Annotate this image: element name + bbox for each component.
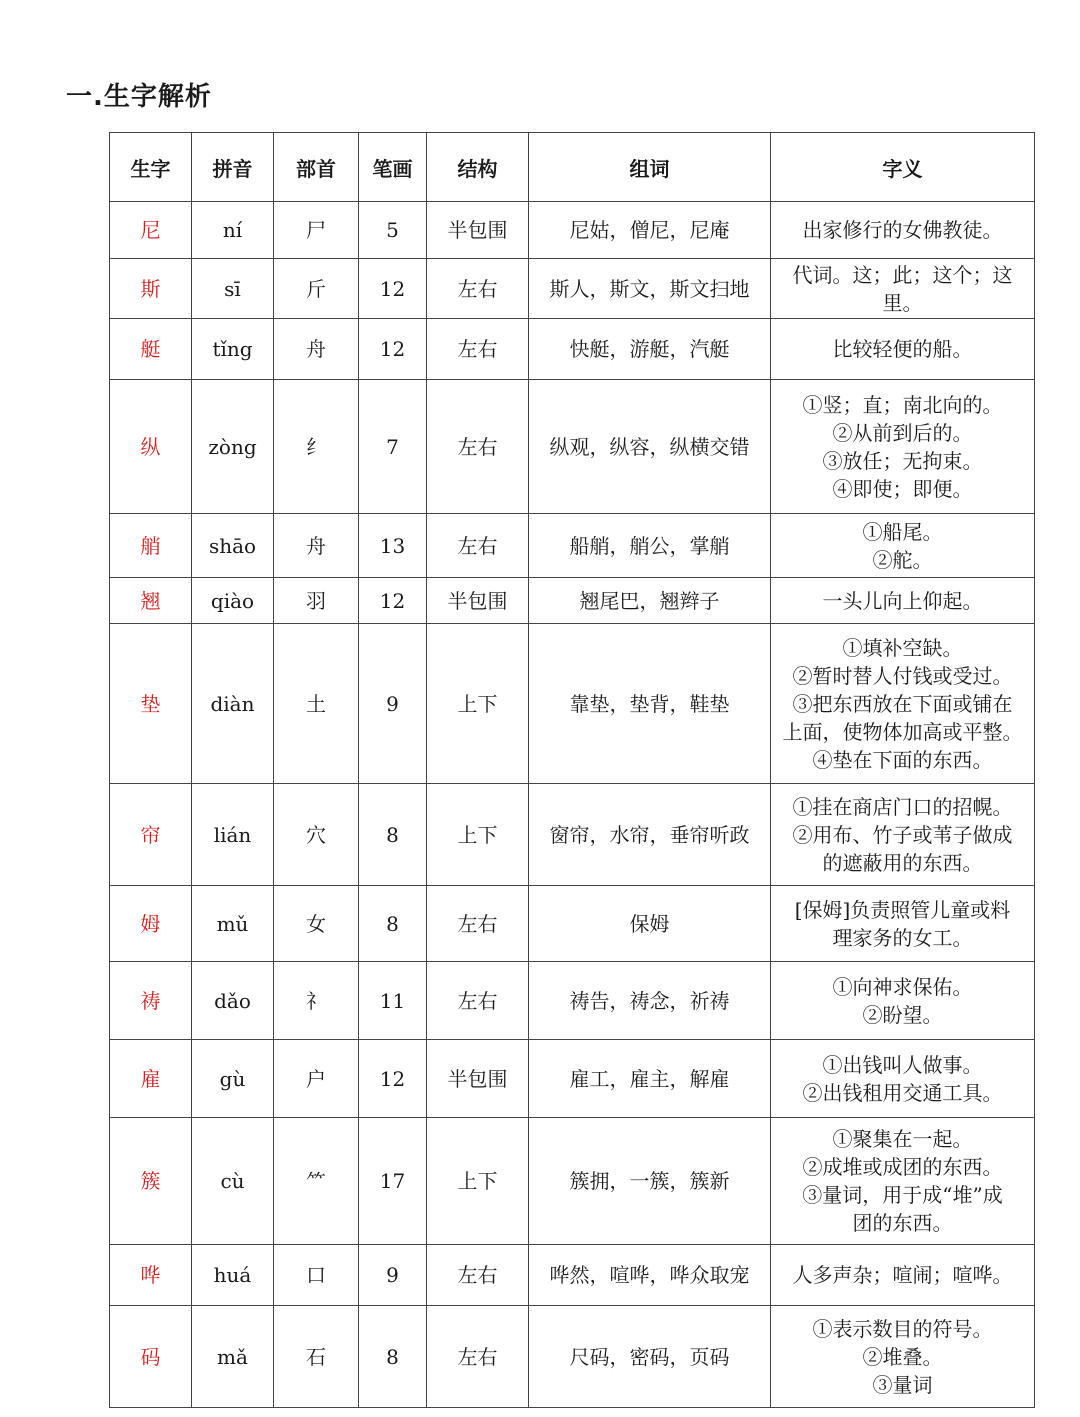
meaning-line: ②成堆或成团的东西。 [802, 1155, 1003, 1179]
table-row [110, 380, 1035, 514]
table-row [110, 259, 1035, 319]
words-cell: 尼姑，僧尼，尼庵 [529, 202, 771, 259]
radical-cell: 舟 [274, 514, 359, 578]
radical-cell: 口 [274, 1245, 359, 1306]
meaning-line: ②舵。 [872, 547, 933, 572]
words-cell: 斯人，斯文，斯文扫地 [529, 259, 771, 319]
char-cell: 斯 [110, 259, 192, 319]
meaning-line: ③量词，用于成“堆”成 [802, 1183, 1003, 1207]
meaning-line: 上面，使物体加高或平整。 [782, 719, 1023, 744]
meaning-line: 一头儿向上仰起。 [822, 588, 983, 613]
meaning-line: ①向神求保佑。 [832, 974, 973, 999]
strokes-cell: 17 [359, 1118, 427, 1245]
vocabulary-table [109, 132, 1035, 1408]
radical-cell: 羽 [274, 578, 359, 624]
table-row [110, 1040, 1035, 1118]
words-cell: 雇工，雇主，解雇 [529, 1040, 771, 1118]
strokes-cell: 12 [359, 578, 427, 624]
char-cell: 帘 [110, 784, 192, 886]
radical-cell: 礻 [274, 962, 359, 1040]
meaning-cell [771, 1118, 1035, 1245]
pinyin-cell: zòng [192, 380, 274, 514]
radical-cell: 女 [274, 886, 359, 962]
meaning-cell [771, 1040, 1035, 1118]
structure-cell: 半包围 [427, 578, 529, 624]
structure-cell: 左右 [427, 1245, 529, 1306]
table-header-row [110, 133, 1035, 202]
strokes-cell: 9 [359, 624, 427, 784]
meaning-cell [771, 784, 1035, 886]
radical-cell: 土 [274, 624, 359, 784]
words-cell: 簇拥，一簇，簇新 [529, 1118, 771, 1245]
structure-cell: 半包围 [427, 1040, 529, 1118]
words-cell: 靠垫，垫背，鞋垫 [529, 624, 771, 784]
header-meaning: 字义 [771, 133, 1035, 202]
meaning-cell [771, 624, 1035, 784]
meaning-line: ②堆叠。 [862, 1344, 943, 1369]
pinyin-cell: tǐng [192, 319, 274, 380]
meaning-line: 的遮蔽用的东西。 [822, 850, 983, 875]
pinyin-cell: shāo [192, 514, 274, 578]
strokes-cell: 12 [359, 319, 427, 380]
char-cell: 哗 [110, 1245, 192, 1306]
structure-cell: 左右 [427, 514, 529, 578]
char-cell: 纵 [110, 380, 192, 514]
radical-cell: ⺮ [274, 1118, 359, 1245]
meaning-line: ①表示数目的符号。 [812, 1316, 993, 1341]
header-strokes: 笔画 [359, 133, 427, 202]
meaning-line: ③量词 [872, 1372, 933, 1397]
strokes-cell: 5 [359, 202, 427, 259]
words-cell: 快艇，游艇，汽艇 [529, 319, 771, 380]
strokes-cell: 12 [359, 1040, 427, 1118]
meaning-cell [771, 1245, 1035, 1306]
meaning-line: [保姆]负责照管儿童或料 [794, 897, 1011, 922]
strokes-cell: 8 [359, 1306, 427, 1408]
meaning-line: 团的东西。 [852, 1211, 953, 1235]
meaning-line: 人多声杂；喧闹；喧哗。 [792, 1263, 1013, 1287]
meaning-line: 比较轻便的船。 [832, 337, 973, 361]
meaning-line: ③放任；无拘束。 [822, 448, 983, 473]
meaning-cell [771, 962, 1035, 1040]
header-words: 组词 [529, 133, 771, 202]
radical-cell: 户 [274, 1040, 359, 1118]
table-row [110, 1245, 1035, 1306]
header-pinyin: 拼音 [192, 133, 274, 202]
table-body [110, 202, 1035, 1408]
strokes-cell: 8 [359, 784, 427, 886]
meaning-line: 出家修行的女佛教徒。 [802, 218, 1003, 242]
words-cell: 祷告，祷念，祈祷 [529, 962, 771, 1040]
char-cell: 姆 [110, 886, 192, 962]
header-char: 生字 [110, 133, 192, 202]
meaning-line: ①船尾。 [862, 519, 943, 544]
table-row [110, 1306, 1035, 1408]
meaning-cell [771, 1306, 1035, 1408]
meaning-cell [771, 259, 1035, 319]
pinyin-cell: sī [192, 259, 274, 319]
strokes-cell: 12 [359, 259, 427, 319]
strokes-cell: 8 [359, 886, 427, 962]
structure-cell: 左右 [427, 962, 529, 1040]
meaning-line: ②暂时替人付钱或受过。 [792, 663, 1013, 688]
meaning-line: ④即使；即便。 [832, 476, 973, 501]
meaning-line: ②出钱租用交通工具。 [802, 1080, 1003, 1105]
meaning-line: ①竖；直；南北向的。 [802, 392, 1003, 417]
table-row [110, 319, 1035, 380]
meaning-cell [771, 202, 1035, 259]
header-radical: 部首 [274, 133, 359, 202]
pinyin-cell: gù [192, 1040, 274, 1118]
radical-cell: 尸 [274, 202, 359, 259]
char-cell: 簇 [110, 1118, 192, 1245]
radical-cell: 斤 [274, 259, 359, 319]
meaning-cell [771, 319, 1035, 380]
strokes-cell: 11 [359, 962, 427, 1040]
meaning-line: ①出钱叫人做事。 [822, 1052, 983, 1077]
meaning-line: ②盼望。 [862, 1002, 943, 1027]
pinyin-cell: diàn [192, 624, 274, 784]
pinyin-cell: dǎo [192, 962, 274, 1040]
structure-cell: 左右 [427, 380, 529, 514]
structure-cell: 左右 [427, 886, 529, 962]
structure-cell: 上下 [427, 624, 529, 784]
radical-cell: 舟 [274, 319, 359, 380]
meaning-cell [771, 380, 1035, 514]
pinyin-cell: qiào [192, 578, 274, 624]
words-cell: 尺码，密码，页码 [529, 1306, 771, 1408]
meaning-line: ①聚集在一起。 [832, 1127, 973, 1151]
structure-cell: 半包围 [427, 202, 529, 259]
structure-cell: 上下 [427, 784, 529, 886]
table-row [110, 784, 1035, 886]
pinyin-cell: mǔ [192, 886, 274, 962]
structure-cell: 左右 [427, 259, 529, 319]
words-cell: 保姆 [529, 886, 771, 962]
structure-cell: 左右 [427, 319, 529, 380]
words-cell: 哗然，喧哗，哗众取宠 [529, 1245, 771, 1306]
words-cell: 窗帘，水帘，垂帘听政 [529, 784, 771, 886]
words-cell: 纵观，纵容，纵横交错 [529, 380, 771, 514]
meaning-cell [771, 514, 1035, 578]
radical-cell: 石 [274, 1306, 359, 1408]
meaning-line: 里。 [882, 290, 923, 315]
char-cell: 码 [110, 1306, 192, 1408]
char-cell: 垫 [110, 624, 192, 784]
table-row [110, 202, 1035, 259]
char-cell: 艄 [110, 514, 192, 578]
words-cell: 翘尾巴，翘辫子 [529, 578, 771, 624]
table-row [110, 886, 1035, 962]
pinyin-cell: cù [192, 1118, 274, 1245]
char-cell: 祷 [110, 962, 192, 1040]
pinyin-cell: lián [192, 784, 274, 886]
meaning-cell [771, 886, 1035, 962]
table-row [110, 1118, 1035, 1245]
pinyin-cell: mǎ [192, 1306, 274, 1408]
structure-cell: 上下 [427, 1118, 529, 1245]
table-row [110, 624, 1035, 784]
meaning-line: ③把东西放在下面或铺在 [792, 691, 1013, 716]
radical-cell: 穴 [274, 784, 359, 886]
char-cell: 翘 [110, 578, 192, 624]
pinyin-cell: huá [192, 1245, 274, 1306]
pinyin-cell: ní [192, 202, 274, 259]
char-cell: 尼 [110, 202, 192, 259]
meaning-line: ②从前到后的。 [832, 420, 973, 445]
meaning-line: ①填补空缺。 [842, 635, 963, 660]
table-row [110, 514, 1035, 578]
section-title: 一.生字解析 [66, 82, 212, 112]
strokes-cell: 7 [359, 380, 427, 514]
meaning-line: 代词。这；此；这个；这 [792, 262, 1013, 287]
strokes-cell: 9 [359, 1245, 427, 1306]
header-structure: 结构 [427, 133, 529, 202]
radical-cell: 纟 [274, 380, 359, 514]
strokes-cell: 13 [359, 514, 427, 578]
meaning-line: ①挂在商店门口的招幌。 [792, 794, 1013, 819]
meaning-cell [771, 578, 1035, 624]
structure-cell: 左右 [427, 1306, 529, 1408]
meaning-line: ④垫在下面的东西。 [812, 747, 993, 772]
words-cell: 船艄，艄公，掌艄 [529, 514, 771, 578]
char-cell: 雇 [110, 1040, 192, 1118]
table-row [110, 962, 1035, 1040]
table-row [110, 578, 1035, 624]
char-cell: 艇 [110, 319, 192, 380]
meaning-line: 理家务的女工。 [832, 925, 973, 950]
meaning-line: ②用布、竹子或苇子做成 [792, 822, 1013, 847]
